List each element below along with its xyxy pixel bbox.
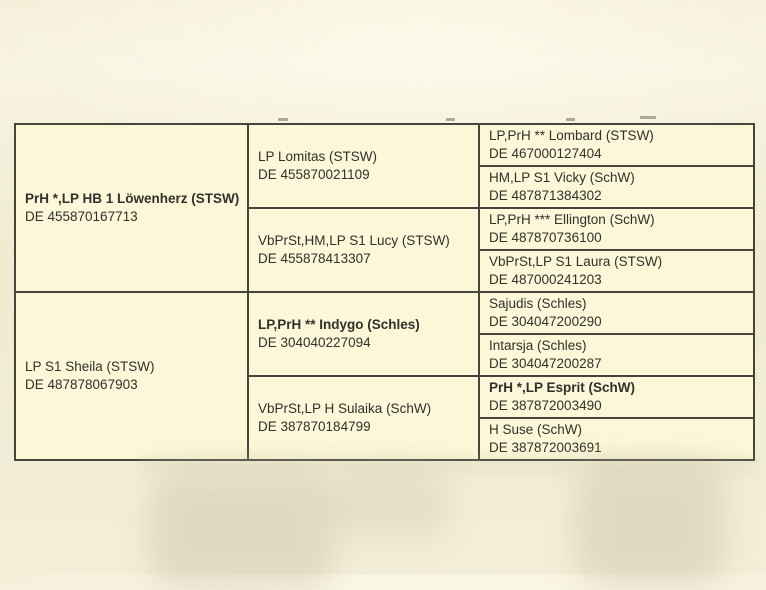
- horse-registration: DE 487000241203: [489, 272, 602, 287]
- pedigree-cell-sire: [15, 124, 248, 292]
- scan-artifact-dash: [640, 116, 656, 119]
- horse-registration: DE 455870167713: [25, 209, 138, 224]
- pedigree-cell-gen3-2: [479, 166, 754, 208]
- pedigree-cell-gen3-3: [479, 208, 754, 250]
- pedigree-cell-gen3-4: [479, 250, 754, 292]
- pedigree-cell-sire-dam: [248, 208, 479, 292]
- pedigree-cell-dam-dam: [248, 376, 479, 460]
- horse-registration: DE 487878067903: [25, 377, 138, 392]
- horse-name: PrH *,LP HB 1 Löwenherz (STSW): [25, 191, 240, 206]
- pedigree-table: [14, 123, 755, 461]
- pedigree-cell-gen3-7: [479, 376, 754, 418]
- pedigree-cell-dam: [15, 292, 248, 460]
- horse-name: LP,PrH ** Indygo (Schles): [258, 317, 420, 332]
- scan-artifact-dash: [566, 118, 575, 121]
- scan-blur-blob: [150, 470, 335, 590]
- pedigree-cell-gen3-5: [479, 292, 754, 334]
- scan-blur-blob: [330, 468, 450, 538]
- scan-artifact-dash: [446, 118, 455, 121]
- horse-registration: DE 467000127404: [489, 146, 602, 161]
- horse-name: Sajudis (Schles): [489, 296, 587, 311]
- horse-name: PrH *,LP Esprit (SchW): [489, 380, 636, 395]
- horse-registration: DE 304047200290: [489, 314, 602, 329]
- horse-name: Intarsja (Schles): [489, 338, 587, 353]
- horse-registration: DE 304047200287: [489, 356, 602, 371]
- horse-registration: DE 387872003691: [489, 440, 602, 455]
- horse-name: HM,LP S1 Vicky (SchW): [489, 170, 635, 185]
- horse-registration: DE 487871384302: [489, 188, 602, 203]
- horse-name: LP,PrH *** Ellington (SchW): [489, 212, 655, 227]
- horse-registration: DE 304040227094: [258, 335, 371, 350]
- scan-blur-blob: [575, 462, 725, 587]
- horse-name: LP,PrH ** Lombard (STSW): [489, 128, 654, 143]
- horse-registration: DE 455870021109: [258, 167, 370, 182]
- horse-name: VbPrSt,LP H Sulaika (SchW): [258, 401, 432, 416]
- horse-registration: DE 387872003490: [489, 398, 602, 413]
- pedigree-cell-dam-sire: [248, 292, 479, 376]
- scan-artifact-dash: [278, 118, 288, 121]
- pedigree-cell-gen3-6: [479, 334, 754, 376]
- pedigree-cell-sire-sire: [248, 124, 479, 208]
- horse-registration: DE 387870184799: [258, 419, 371, 434]
- horse-name: LP Lomitas (STSW): [258, 149, 378, 164]
- horse-registration: DE 455878413307: [258, 251, 371, 266]
- horse-name: VbPrSt,LP S1 Laura (STSW): [489, 254, 663, 269]
- horse-registration: DE 487870736100: [489, 230, 602, 245]
- horse-name: VbPrSt,HM,LP S1 Lucy (STSW): [258, 233, 450, 248]
- pedigree-cell-gen3-1: [479, 124, 754, 166]
- horse-name: H Suse (SchW): [489, 422, 583, 437]
- pedigree-cell-gen3-8: [479, 418, 754, 460]
- horse-name: LP S1 Sheila (STSW): [25, 359, 155, 374]
